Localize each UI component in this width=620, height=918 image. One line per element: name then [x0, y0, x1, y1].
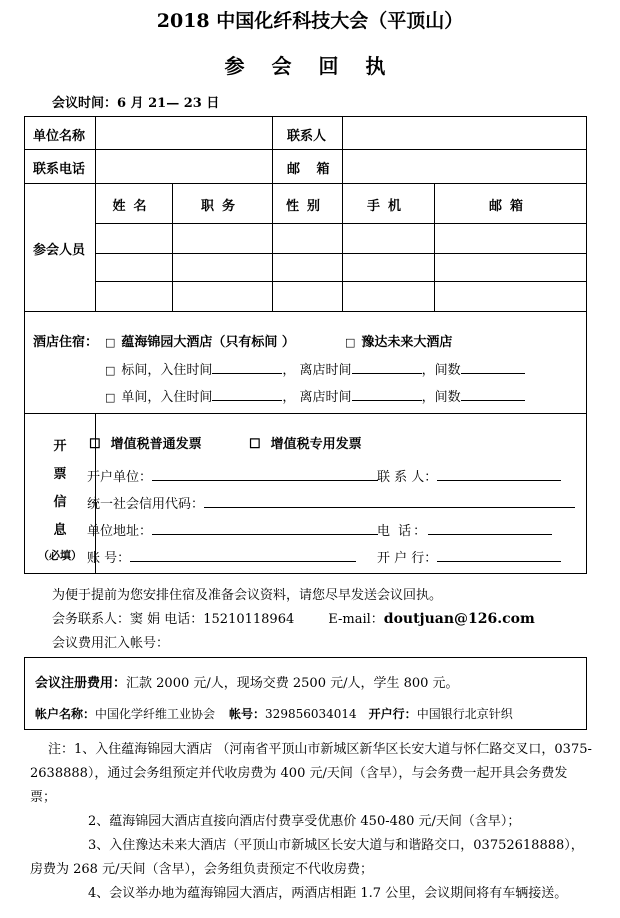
hotel-label: 酒店住宿： [33, 335, 99, 350]
checkbox-icon: □ [345, 336, 356, 349]
invoice-side-3: 信 [53, 495, 67, 510]
note-1: 注：1、入住蕴海锦园大酒店 （河南省平顶山市新城区新华区长安大道与怀仁路交叉口，0375-2638888），通过会务组预定并代收房费为 400 元/天间（含早），与会务费一起开具会务费发票； [30, 742, 592, 805]
invoice-side-4: 息 [53, 523, 67, 538]
note-3: 3、入住豫达未来大酒店（平顶山市新城区长安大道与和谐路交口，03752618888），房费为 268 元/天间（含早），会务组负责预定不代收房费； [30, 838, 584, 877]
notes [30, 738, 592, 906]
single-room-row[interactable]: □ 单间，入住时间 ， 离店时间 ，间数 [105, 386, 525, 405]
checkbox-icon: □ [105, 364, 116, 377]
contact-label: 联系人 [287, 129, 327, 144]
invoice-side-2: 票 [53, 467, 67, 482]
remark-line-2: 会务联系人：窦 娟 电话：15210118964 E-mail：doutjuan@126.com [52, 611, 535, 627]
invoice-side-1: 开 [53, 439, 67, 454]
col-name: 姓名 [112, 199, 155, 214]
hotel-option-2[interactable]: □ 豫达未来大酒店 [345, 335, 453, 350]
contact-field[interactable] [345, 119, 583, 147]
standard-room-row[interactable]: □ 标间，入住时间 ， 离店时间 ，间数 [105, 359, 525, 378]
document-title: 2018 中国化纤科技大会（平顶山） [156, 10, 464, 32]
contact-person-row[interactable]: 联 系 人： [377, 466, 561, 485]
unit-name-field[interactable] [97, 119, 269, 147]
email-link[interactable]: doutjuan@126.com [383, 611, 535, 627]
fee-box [24, 657, 587, 730]
remark-line-1: 为便于提前为您安排住宿及准备会议资料，请您尽早发送会议回执。 [52, 588, 443, 603]
checkbox-icon: □ [105, 336, 116, 349]
unit-address-row[interactable]: 单位地址： [87, 520, 378, 539]
phone-field[interactable] [97, 152, 269, 180]
tel-row[interactable]: 电 话： [377, 520, 552, 539]
invoice-required: （必填） [38, 549, 82, 562]
note-2: 2、蕴海锦园大酒店直接向酒店付费享受优惠价 450-480 元/天间（含早）； [88, 814, 521, 829]
hotel-option-1[interactable]: □ 蕴海锦园大酒店（只有标间 ） [105, 335, 295, 350]
invoice-type-special[interactable]: ☐ 增值税专用发票 [249, 437, 362, 452]
checkbox-icon: ☐ [249, 437, 261, 452]
checkbox-icon: ☐ [89, 437, 101, 452]
bank-row[interactable]: 开 户 行： [377, 547, 561, 566]
remark-line-3: 会议费用汇入帐号： [52, 636, 170, 651]
attendees-label: 参会人员 [33, 243, 86, 258]
registration-fee: 会议注册费用：汇款 2000 元/人，现场交费 2500 元/人，学生 800 元。 [35, 676, 459, 691]
document-subtitle: 参 会 回 执 [224, 54, 396, 78]
credit-code-row[interactable]: 统一社会信用代码： [87, 493, 575, 512]
account-info: 帐户名称：中国化学纤维工业协会 帐号：329856034014 开户行：中国银行北京针织 [35, 707, 513, 721]
invoice-type-general[interactable]: ☐ 增值税普通发票 [89, 437, 202, 452]
note-4: 4、会议举办地为蕴海锦园大酒店，两酒店相距 1.7 公里，会议期间将有车辆接送。 [88, 886, 568, 901]
unit-name-label: 单位名称 [33, 129, 86, 144]
account-row[interactable]: 账 号： [87, 547, 356, 566]
col-gender: 性别 [285, 199, 328, 214]
mail-field[interactable] [345, 152, 583, 180]
checkbox-icon: □ [105, 391, 116, 404]
registration-form [24, 116, 587, 574]
col-email: 邮箱 [488, 199, 531, 214]
col-title: 职务 [200, 199, 243, 214]
phone-label: 联系电话 [33, 162, 86, 177]
meeting-time: 会议时间：6 月 21— 23 日 [52, 96, 220, 111]
mail-label: 邮 箱 [287, 162, 336, 177]
col-mobile: 手机 [366, 199, 409, 214]
open-unit-row[interactable]: 开户单位： [87, 466, 378, 485]
